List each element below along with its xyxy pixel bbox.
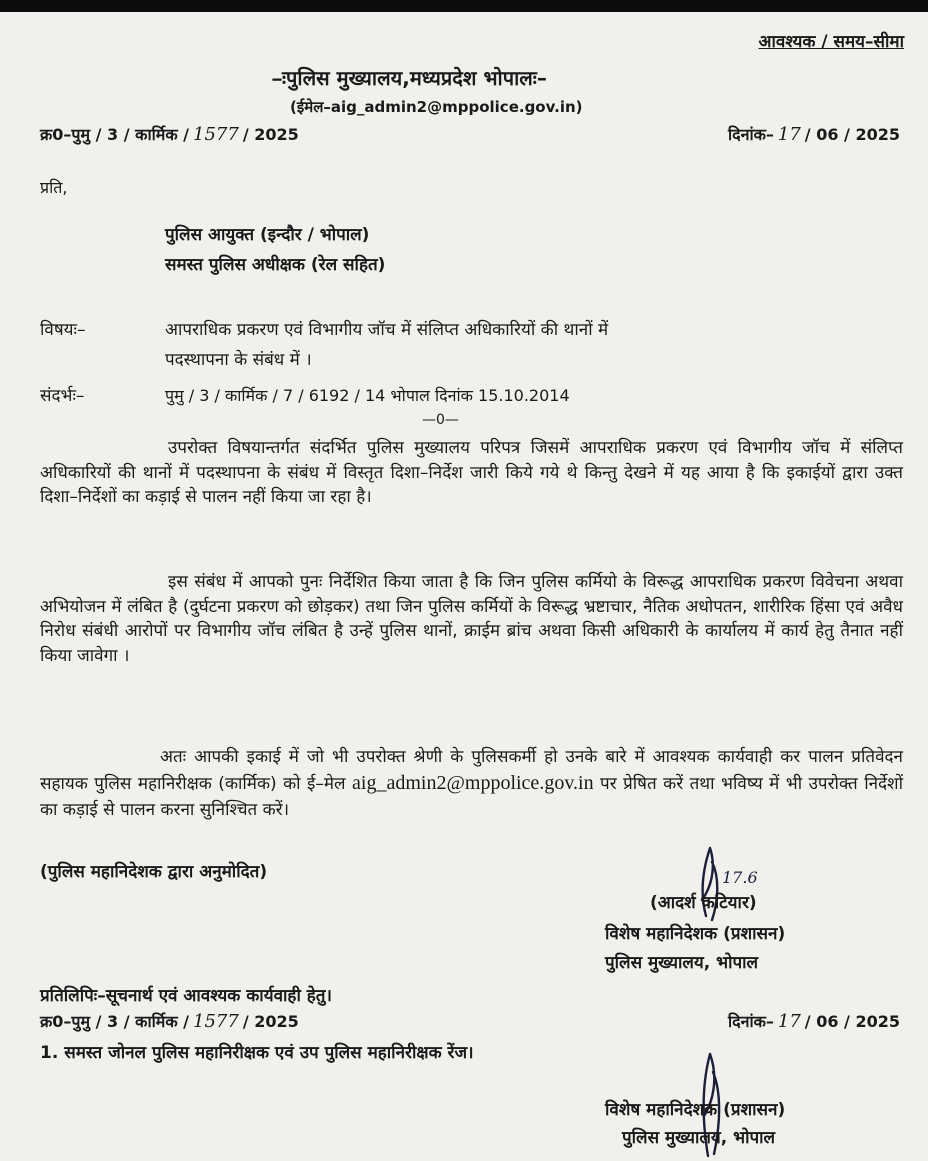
copy-number: क्र0–पुमु / 3 / कार्मिक / 1577 / 2025 bbox=[40, 1011, 299, 1032]
office-heading: –ःपुलिस मुख्यालय,मध्यप्रदेश भोपालः– bbox=[272, 66, 547, 90]
paragraph-3: अतः आपकी इकाई में जो भी उपरोक्त श्रेणी के पुलिसकर्मी हो उनके बारे में आवश्यक कार्यवाही कर पालन प्रतिवेदन सहायक पुलिस महानिरीक्षक (कार्मिक) को ई–मेल aig_admin2@mppolice.gov.in पर प्रेषित करें तथा भविष्य में भी उपरोक्त निर्देशों का कड़ाई से पालन करना सुनिश्चित करें। bbox=[40, 747, 904, 820]
urgency-label: आवश्यक / समय–सीमा bbox=[758, 32, 904, 52]
recipient-line-2: समस्त पुलिस अधीक्षक (रेल सहित) bbox=[165, 255, 386, 275]
copy-signatory-office: पुलिस मुख्यालय, भोपाल bbox=[622, 1128, 776, 1148]
copy-label: प्रतिलिपिः–सूचनार्थ एवं आवश्यक कार्यवाही हेतु। bbox=[40, 986, 332, 1006]
subject-line-2: पदस्थापना के संबंध में । bbox=[165, 350, 312, 370]
copy-date: दिनांक– 17 / 06 / 2025 bbox=[727, 1011, 900, 1032]
paragraph-1: उपरोक्त विषयान्तर्गत संदर्भित पुलिस मुख्यालय परिपत्र जिसमें आपराधिक प्रकरण एवं विभागीय जॉच में संलिप्त अधिकारियों की थानों में पदस्थापना के संबंध में विस्तृत दिशा–निर्देश जारी किये गये थे किन्तु देखने में यह आया है कि इकाईयों द्वारा उक्त दिशा–निर्देशों का कड़ाई से पालन नहीं किया जा रहा है। bbox=[40, 438, 903, 508]
contact-email: aig_admin2@mppolice.gov.in bbox=[352, 772, 594, 794]
to-label: प्रति, bbox=[40, 178, 68, 197]
divider: —0— bbox=[422, 412, 459, 428]
copy-recipient-1: 1. समस्त जोनल पुलिस महानिरीक्षक एवं उप पुलिस महानिरीक्षक रेंज। bbox=[40, 1043, 474, 1063]
email-line: (ईमेल–aig_admin2@mppolice.gov.in) bbox=[290, 98, 583, 116]
paragraph-2: इस संबंध में आपको पुनः निर्देशित किया जाता है कि जिन पुलिस कर्मियो के विरूद्ध आपराधिक प्रकरण विवेचना अथवा अभियोजन में लंबित है (दुर्घटना प्रकरण को छोड़कर) तथा जिन पुलिस कर्मियों के विरूद्ध भ्रष्टाचार, नैतिक अधोपतन, शारीरिक हिंसा एवं अवैध निरोध संबंधी आरोपों पर विभागीय जॉच लंबित है उन्हें पुलिस थानों, क्राईम ब्रांच अथवा किसी अधिकारी के कार्यालय में कार्य हेतु तैनात नहीं किया जावेगा । bbox=[40, 572, 903, 667]
signatory-office: पुलिस मुख्यालय, भोपाल bbox=[605, 953, 759, 973]
recipient-line-1: पुलिस आयुक्त (इन्दौर / भोपाल) bbox=[165, 225, 370, 245]
top-border bbox=[0, 0, 928, 12]
copy-signatory-designation: विशेष महानिदेशक (प्रशासन) bbox=[605, 1100, 786, 1120]
letter-date: दिनांक– 17 / 06 / 2025 bbox=[727, 124, 900, 145]
reference-label: संदर्भः– bbox=[40, 386, 85, 406]
reference-text: पुमु / 3 / कार्मिक / 7 / 6192 / 14 भोपाल दिनांक 15.10.2014 bbox=[165, 386, 570, 405]
handwritten-number: 1577 bbox=[193, 124, 239, 145]
signatory-name: (आदर्श कटियार) bbox=[650, 893, 757, 913]
subject-line-1: आपराधिक प्रकरण एवं विभागीय जॉच में संलिप्त अधिकारियों की थानों में bbox=[165, 320, 609, 340]
letter-number: क्र0–पुमु / 3 / कार्मिक / 1577 / 2025 bbox=[40, 124, 299, 145]
signature-date: 17.6 bbox=[722, 868, 758, 887]
subject-label: विषयः– bbox=[40, 320, 86, 340]
handwritten-date: 17 bbox=[777, 124, 801, 145]
signatory-designation: विशेष महानिदेशक (प्रशासन) bbox=[605, 924, 786, 944]
approval-note: (पुलिस महानिदेशक द्वारा अनुमोदित) bbox=[40, 862, 268, 882]
